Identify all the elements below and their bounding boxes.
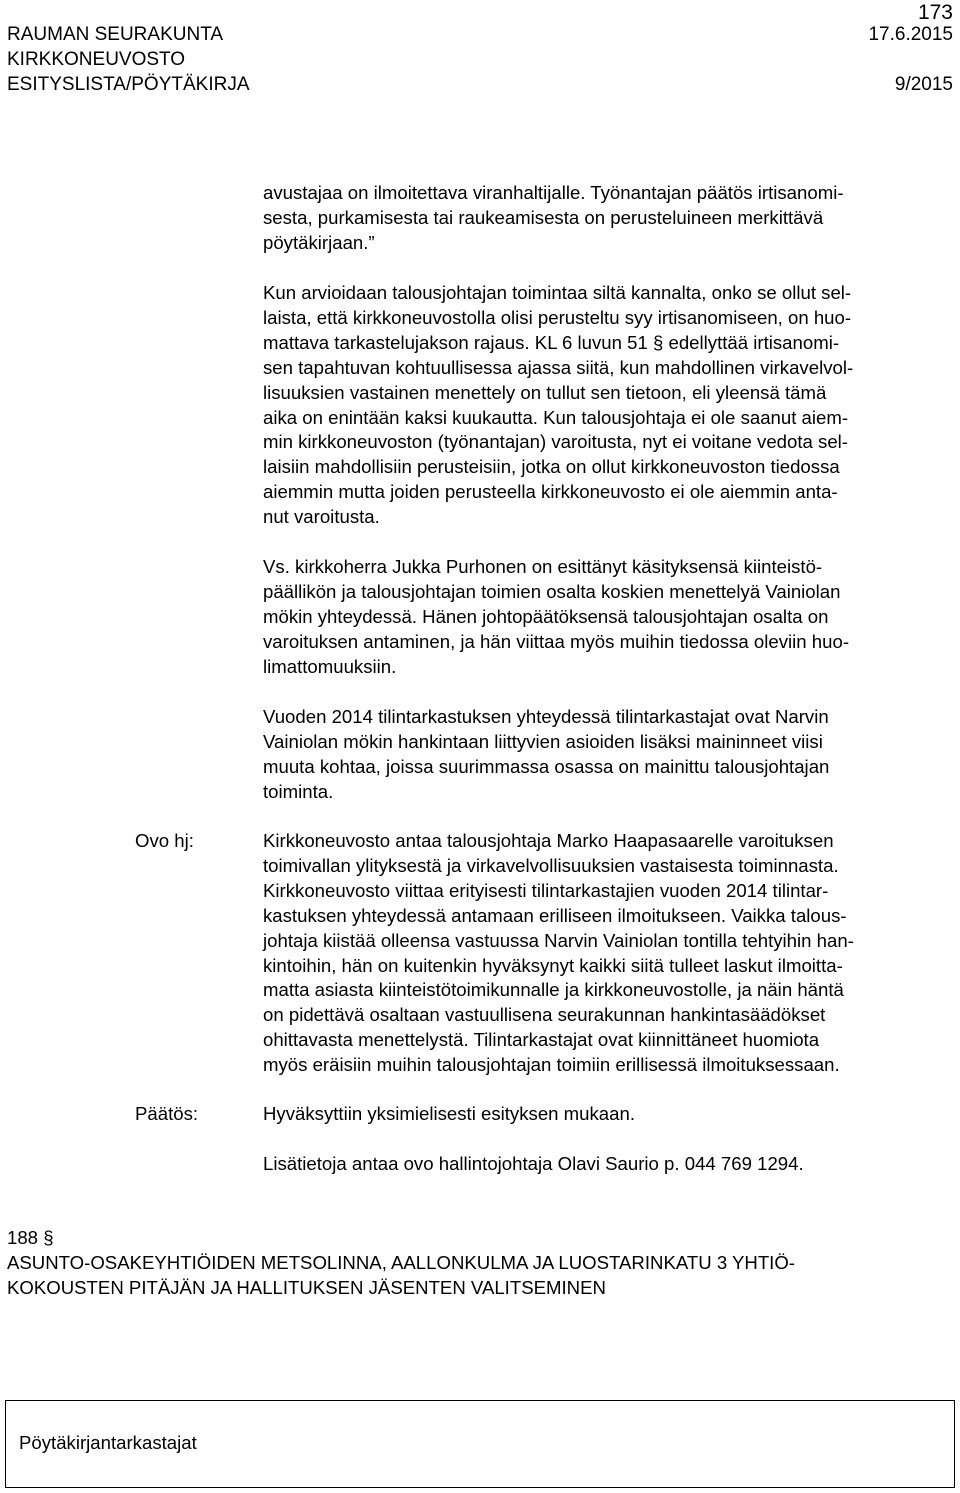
decision-text — [263, 1102, 953, 1127]
paragraph-1 — [263, 181, 953, 256]
text-line: muuta kohtaa, joissa suurimmassa osassa on mainittu talousjohtajan — [263, 755, 830, 777]
text-line: limattomuuksiin. — [263, 655, 397, 677]
meeting-number: 9/2015 — [894, 74, 953, 95]
text-line: laista, että kirkkoneuvostolla olisi perusteltu syy irtisanomiseen, on huo- — [263, 306, 852, 328]
page-number: 173 — [917, 1, 953, 24]
text-line: min kirkkoneuvoston (työnantajan) varoitusta, nyt ei voitane vedota sel- — [263, 431, 848, 453]
text-line: pöytäkirjaan.” — [263, 231, 375, 253]
text-line: kastuksen yhteydessä antamaan erilliseen ilmoitukseen. Vaikka talous- — [263, 904, 847, 926]
text-line: Kirkkoneuvosto antaa talousjohtaja Marko Haapasaarelle varoituksen — [263, 830, 834, 851]
text-line: toimivallan ylityksestä ja virkavelvollisuuksien vastaisesta toiminnasta. — [263, 854, 839, 876]
text-line: sesta, purkamisesta tai raukeamisesta on perusteluineen merkittävä — [263, 206, 824, 228]
text-line: Lisätietoja antaa ovo hallintojohtaja Olavi Saurio p. 044 769 1294. — [263, 1153, 804, 1174]
organization-name: RAUMAN SEURAKUNTA — [7, 24, 224, 45]
text-line: lisuuksien vastainen menettely on tullut sen tietoon, eli yleensä tämä — [263, 381, 827, 403]
text-line: sen tapahtuvan kohtuullisessa ajassa siitä, kun mahdollinen virkavelvol- — [263, 356, 854, 378]
text-line: laisiin mahdollisiin perusteisiin, jotka on ollut kirkkoneuvoston tiedossa — [263, 456, 840, 478]
paragraph-2 — [263, 281, 953, 530]
text-line: aiemmin mutta joiden perusteella kirkkoneuvosto ei ole aiemmin anta- — [263, 481, 838, 503]
text-line: on pidettävä osaltaan vastuullisena seurakunnan hankintasäädökset — [263, 1004, 826, 1026]
text-line: mökin yhteydessä. Hänen johtopäätöksensä talousjohtajan osalta on — [263, 605, 829, 627]
paragraph-3 — [263, 555, 953, 680]
document-type: ESITYSLISTA/PÖYTÄKIRJA — [7, 74, 250, 95]
text-line: avustajaa on ilmoitettava viranhaltijalle. Työnantajan päätös irtisanomi- — [263, 182, 844, 203]
body-name: KIRKKONEUVOSTO — [7, 49, 186, 70]
meeting-date: 17.6.2015 — [868, 24, 953, 45]
next-section-heading — [7, 1226, 953, 1301]
text-line: ohittavasta menettelystä. Tilintarkastajat ovat kiinnittäneet huomiota — [263, 1029, 820, 1051]
signature-box — [5, 1400, 955, 1488]
proposal-text — [263, 829, 953, 1078]
text-line: johtaja kiistää olleensa vastuussa Narvin Vainiolan tontilla tehtyihin han- — [263, 929, 854, 951]
text-line: myös eräisiin muihin talousjohtajan toimiin erillisessä ilmoituksessaan. — [263, 1054, 840, 1076]
text-line: Hyväksyttiin yksimielisesti esityksen mukaan. — [263, 1103, 635, 1124]
signature-label: Pöytäkirjantarkastajat — [19, 1432, 197, 1453]
text-line: Vs. kirkkoherra Jukka Purhonen on esittänyt käsityksensä kiinteistö- — [263, 556, 823, 577]
text-line: toiminta. — [263, 780, 334, 802]
text-line: Vuoden 2014 tilintarkastuksen yhteydessä tilintarkastajat ovat Narvin — [263, 706, 829, 727]
section-number: 188 § — [7, 1227, 54, 1248]
text-line: Kirkkoneuvosto viittaa erityisesti tilintarkastajien vuoden 2014 tilintar- — [263, 879, 829, 901]
proposal-label: Ovo hj: — [135, 830, 194, 851]
decision-label: Päätös: — [135, 1103, 199, 1124]
text-line: aika on enintään kaksi kuukautta. Kun talousjohtaja ei ole saanut aiem- — [263, 406, 849, 428]
text-line: nut varoitusta. — [263, 506, 380, 528]
text-line: kintoihin, hän on kuitenkin hyväksynyt kaikki siitä tulleet laskut ilmoitta- — [263, 954, 843, 976]
text-line: päällikön ja talousjohtajan toimien osalta koskien menettelyä Vainiolan — [263, 580, 841, 602]
text-line: mattava tarkastelujakson rajaus. KL 6 luvun 51 § edellyttää irtisanomi- — [263, 331, 840, 353]
text-line: varoituksen antaminen, ja hän viittaa myös muihin tiedossa oleviin huo- — [263, 630, 850, 652]
section-title-line: ASUNTO-OSAKEYHTIÖIDEN METSOLINNA, AALLONKULMA JA LUOSTARINKATU 3 YHTIÖ- — [7, 1251, 795, 1273]
text-line: Vainiolan mökin hankintaan liittyvien asioiden lisäksi maininneet viisi — [263, 730, 823, 752]
additional-info — [263, 1152, 953, 1177]
paragraph-4 — [263, 705, 953, 805]
text-line: matta asiasta kiinteistötoimikunnalle ja kirkkoneuvostolle, ja näin häntä — [263, 979, 844, 1001]
section-title-line: KOKOUSTEN PITÄJÄN JA HALLITUKSEN JÄSENTEN VALITSEMINEN — [7, 1276, 606, 1298]
text-line: Kun arvioidaan talousjohtajan toimintaa siltä kannalta, onko se ollut sel- — [263, 282, 852, 303]
